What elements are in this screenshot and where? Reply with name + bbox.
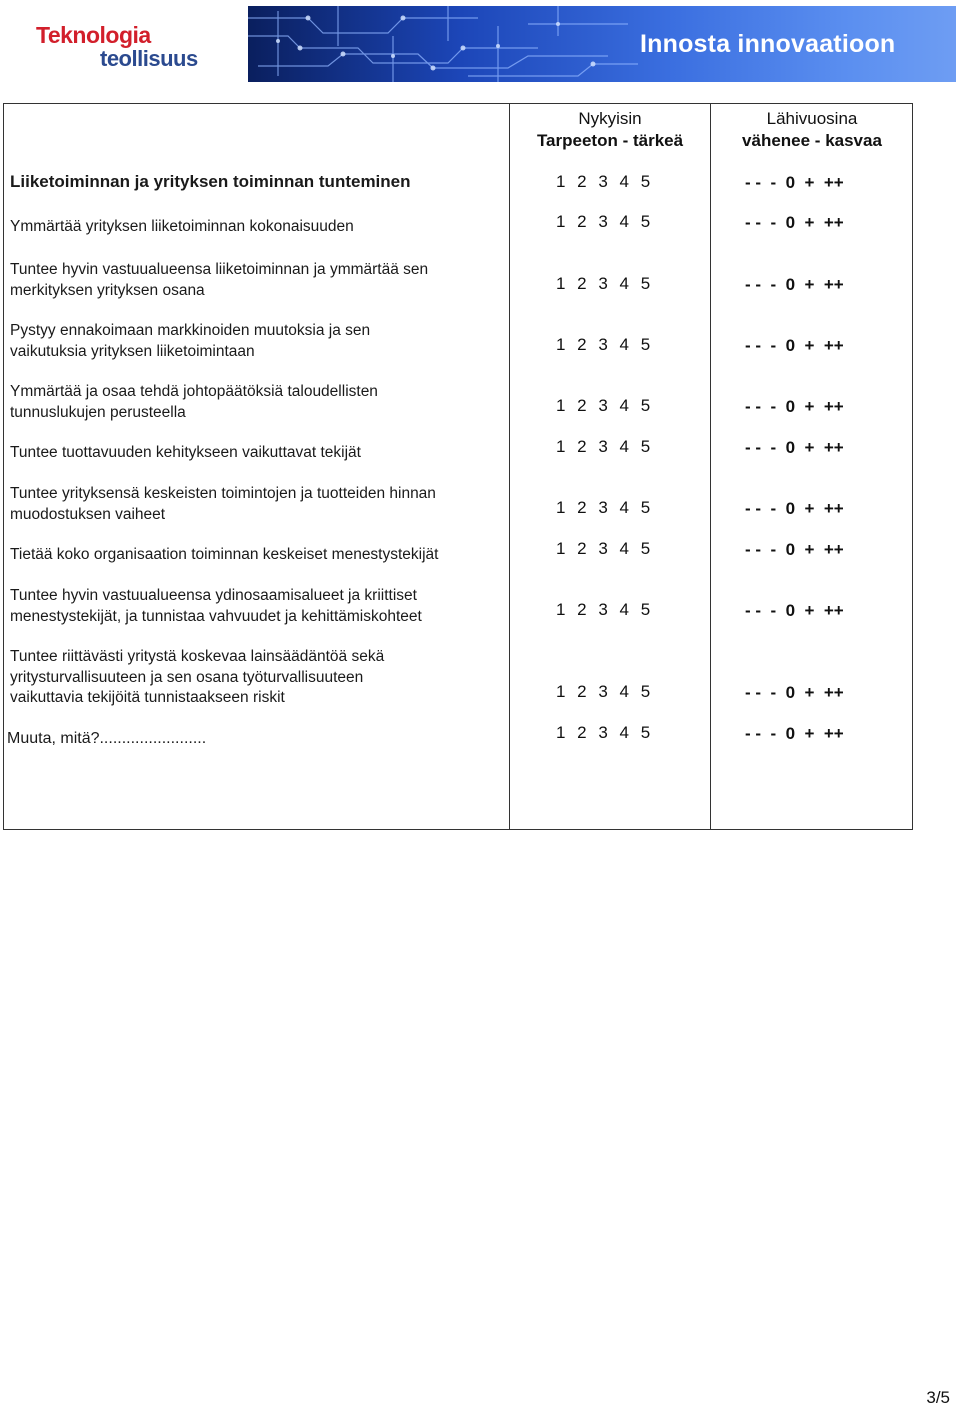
column-sub-future: vähenee - kasvaa bbox=[742, 131, 882, 150]
importance-scale[interactable]: 1 2 3 4 5 bbox=[556, 212, 651, 231]
competence-label bbox=[10, 586, 505, 627]
column-header-current bbox=[510, 108, 710, 152]
competence-label-line: vaikutuksia yrityksen liiketoimintaan bbox=[10, 342, 255, 360]
importance-scale[interactable]: 1 2 3 4 5 bbox=[556, 274, 651, 293]
importance-scale[interactable]: 1 2 3 4 5 bbox=[556, 498, 651, 517]
trend-scale[interactable]: - - - 0 + ++ bbox=[745, 601, 844, 620]
competence-label-line: Pystyy ennakoimaan markkinoiden muutoksia ja sen bbox=[10, 322, 371, 339]
importance-scale[interactable]: 1 2 3 4 5 bbox=[556, 335, 651, 354]
trend-scale[interactable]: - - - 0 + ++ bbox=[745, 397, 844, 416]
trend-scale[interactable]: - - - 0 + ++ bbox=[745, 683, 844, 702]
trend-scale[interactable]: - - - 0 + ++ bbox=[745, 499, 844, 518]
competence-label-line: yritysturvallisuuteen ja sen osana työturvallisuuteen bbox=[10, 668, 364, 686]
competence-label-line: vaikuttavia tekijöitä tunnistaakseen riskit bbox=[10, 689, 285, 706]
logo-line2: teollisuus bbox=[100, 46, 198, 71]
page-number: 3/5 bbox=[926, 1388, 950, 1407]
trend-scale[interactable]: - - - 0 + ++ bbox=[745, 173, 844, 192]
competence-label bbox=[10, 172, 505, 193]
competence-label bbox=[10, 382, 505, 423]
importance-scale[interactable]: 1 2 3 4 5 bbox=[556, 396, 651, 415]
competence-label-line: Ymmärtää ja osaa tehdä johtopäätöksiä taloudellisten bbox=[10, 383, 378, 400]
competence-label-line: Tuntee hyvin vastuualueensa ydinosaamisalueet ja kriittiset bbox=[10, 587, 417, 604]
trend-scale[interactable]: - - - 0 + ++ bbox=[745, 724, 844, 743]
column-header-future bbox=[711, 108, 913, 152]
competence-label bbox=[10, 443, 505, 464]
competence-label bbox=[10, 217, 505, 238]
competence-label-line: Tuntee yrityksensä keskeisten toimintojen ja tuotteiden hinnan bbox=[10, 485, 436, 502]
trend-scale[interactable]: - - - 0 + ++ bbox=[745, 540, 844, 559]
importance-scale[interactable]: 1 2 3 4 5 bbox=[556, 437, 651, 456]
importance-scale[interactable]: 1 2 3 4 5 bbox=[556, 539, 651, 558]
competence-label-line: Ymmärtää yrityksen liiketoiminnan kokonaisuuden bbox=[10, 218, 354, 235]
trend-scale[interactable]: - - - 0 + ++ bbox=[745, 275, 844, 294]
column-title-current: Nykyisin bbox=[578, 109, 642, 128]
competence-label-line: tunnuslukujen perusteella bbox=[10, 403, 186, 421]
column-divider bbox=[509, 104, 510, 829]
competence-label-line: Muuta, mitä?........................ bbox=[7, 730, 207, 747]
column-sub-current: Tarpeeton - tärkeä bbox=[536, 131, 684, 150]
competence-label bbox=[10, 545, 505, 566]
competence-label-line: Tuntee hyvin vastuualueensa liiketoiminnan ja ymmärtää sen bbox=[10, 261, 429, 278]
trend-scale[interactable]: - - - 0 + ++ bbox=[745, 336, 844, 355]
competence-label-line: muodostuksen vaiheet bbox=[10, 505, 166, 523]
column-divider bbox=[710, 104, 711, 829]
trend-scale[interactable]: - - - 0 + ++ bbox=[745, 213, 844, 232]
importance-scale[interactable]: 1 2 3 4 5 bbox=[556, 682, 651, 701]
competence-label-line: Tuntee tuottavuuden kehitykseen vaikuttavat tekijät bbox=[10, 444, 361, 461]
banner-slogan: Innosta innovaatioon bbox=[640, 30, 896, 58]
teknologiateollisuus-logo bbox=[36, 24, 198, 70]
page-header bbox=[0, 0, 960, 84]
competence-label bbox=[10, 647, 505, 709]
importance-scale[interactable]: 1 2 3 4 5 bbox=[556, 600, 651, 619]
competence-label-line: Tuntee riittävästi yritystä koskevaa lainsäädäntöä sekä bbox=[10, 648, 385, 665]
competence-table bbox=[3, 103, 913, 830]
competence-label-line: Liiketoiminnan ja yrityksen toiminnan tunteminen bbox=[10, 172, 411, 191]
competence-label-line: menestystekijät, ja tunnistaa vahvuudet ja kehittämiskohteet bbox=[10, 607, 422, 625]
competence-label bbox=[10, 260, 505, 301]
competence-label bbox=[7, 729, 502, 750]
logo-line1: Teknologia bbox=[36, 22, 151, 48]
column-title-future: Lähivuosina bbox=[766, 109, 858, 128]
competence-label bbox=[10, 321, 505, 362]
banner-image bbox=[248, 6, 956, 82]
trend-scale[interactable]: - - - 0 + ++ bbox=[745, 438, 844, 457]
importance-scale[interactable]: 1 2 3 4 5 bbox=[556, 723, 651, 742]
competence-label bbox=[10, 484, 505, 525]
competence-label-line: merkityksen yrityksen osana bbox=[10, 281, 205, 299]
importance-scale[interactable]: 1 2 3 4 5 bbox=[556, 172, 651, 191]
competence-label-line: Tietää koko organisaation toiminnan keskeiset menestystekijät bbox=[10, 546, 439, 563]
